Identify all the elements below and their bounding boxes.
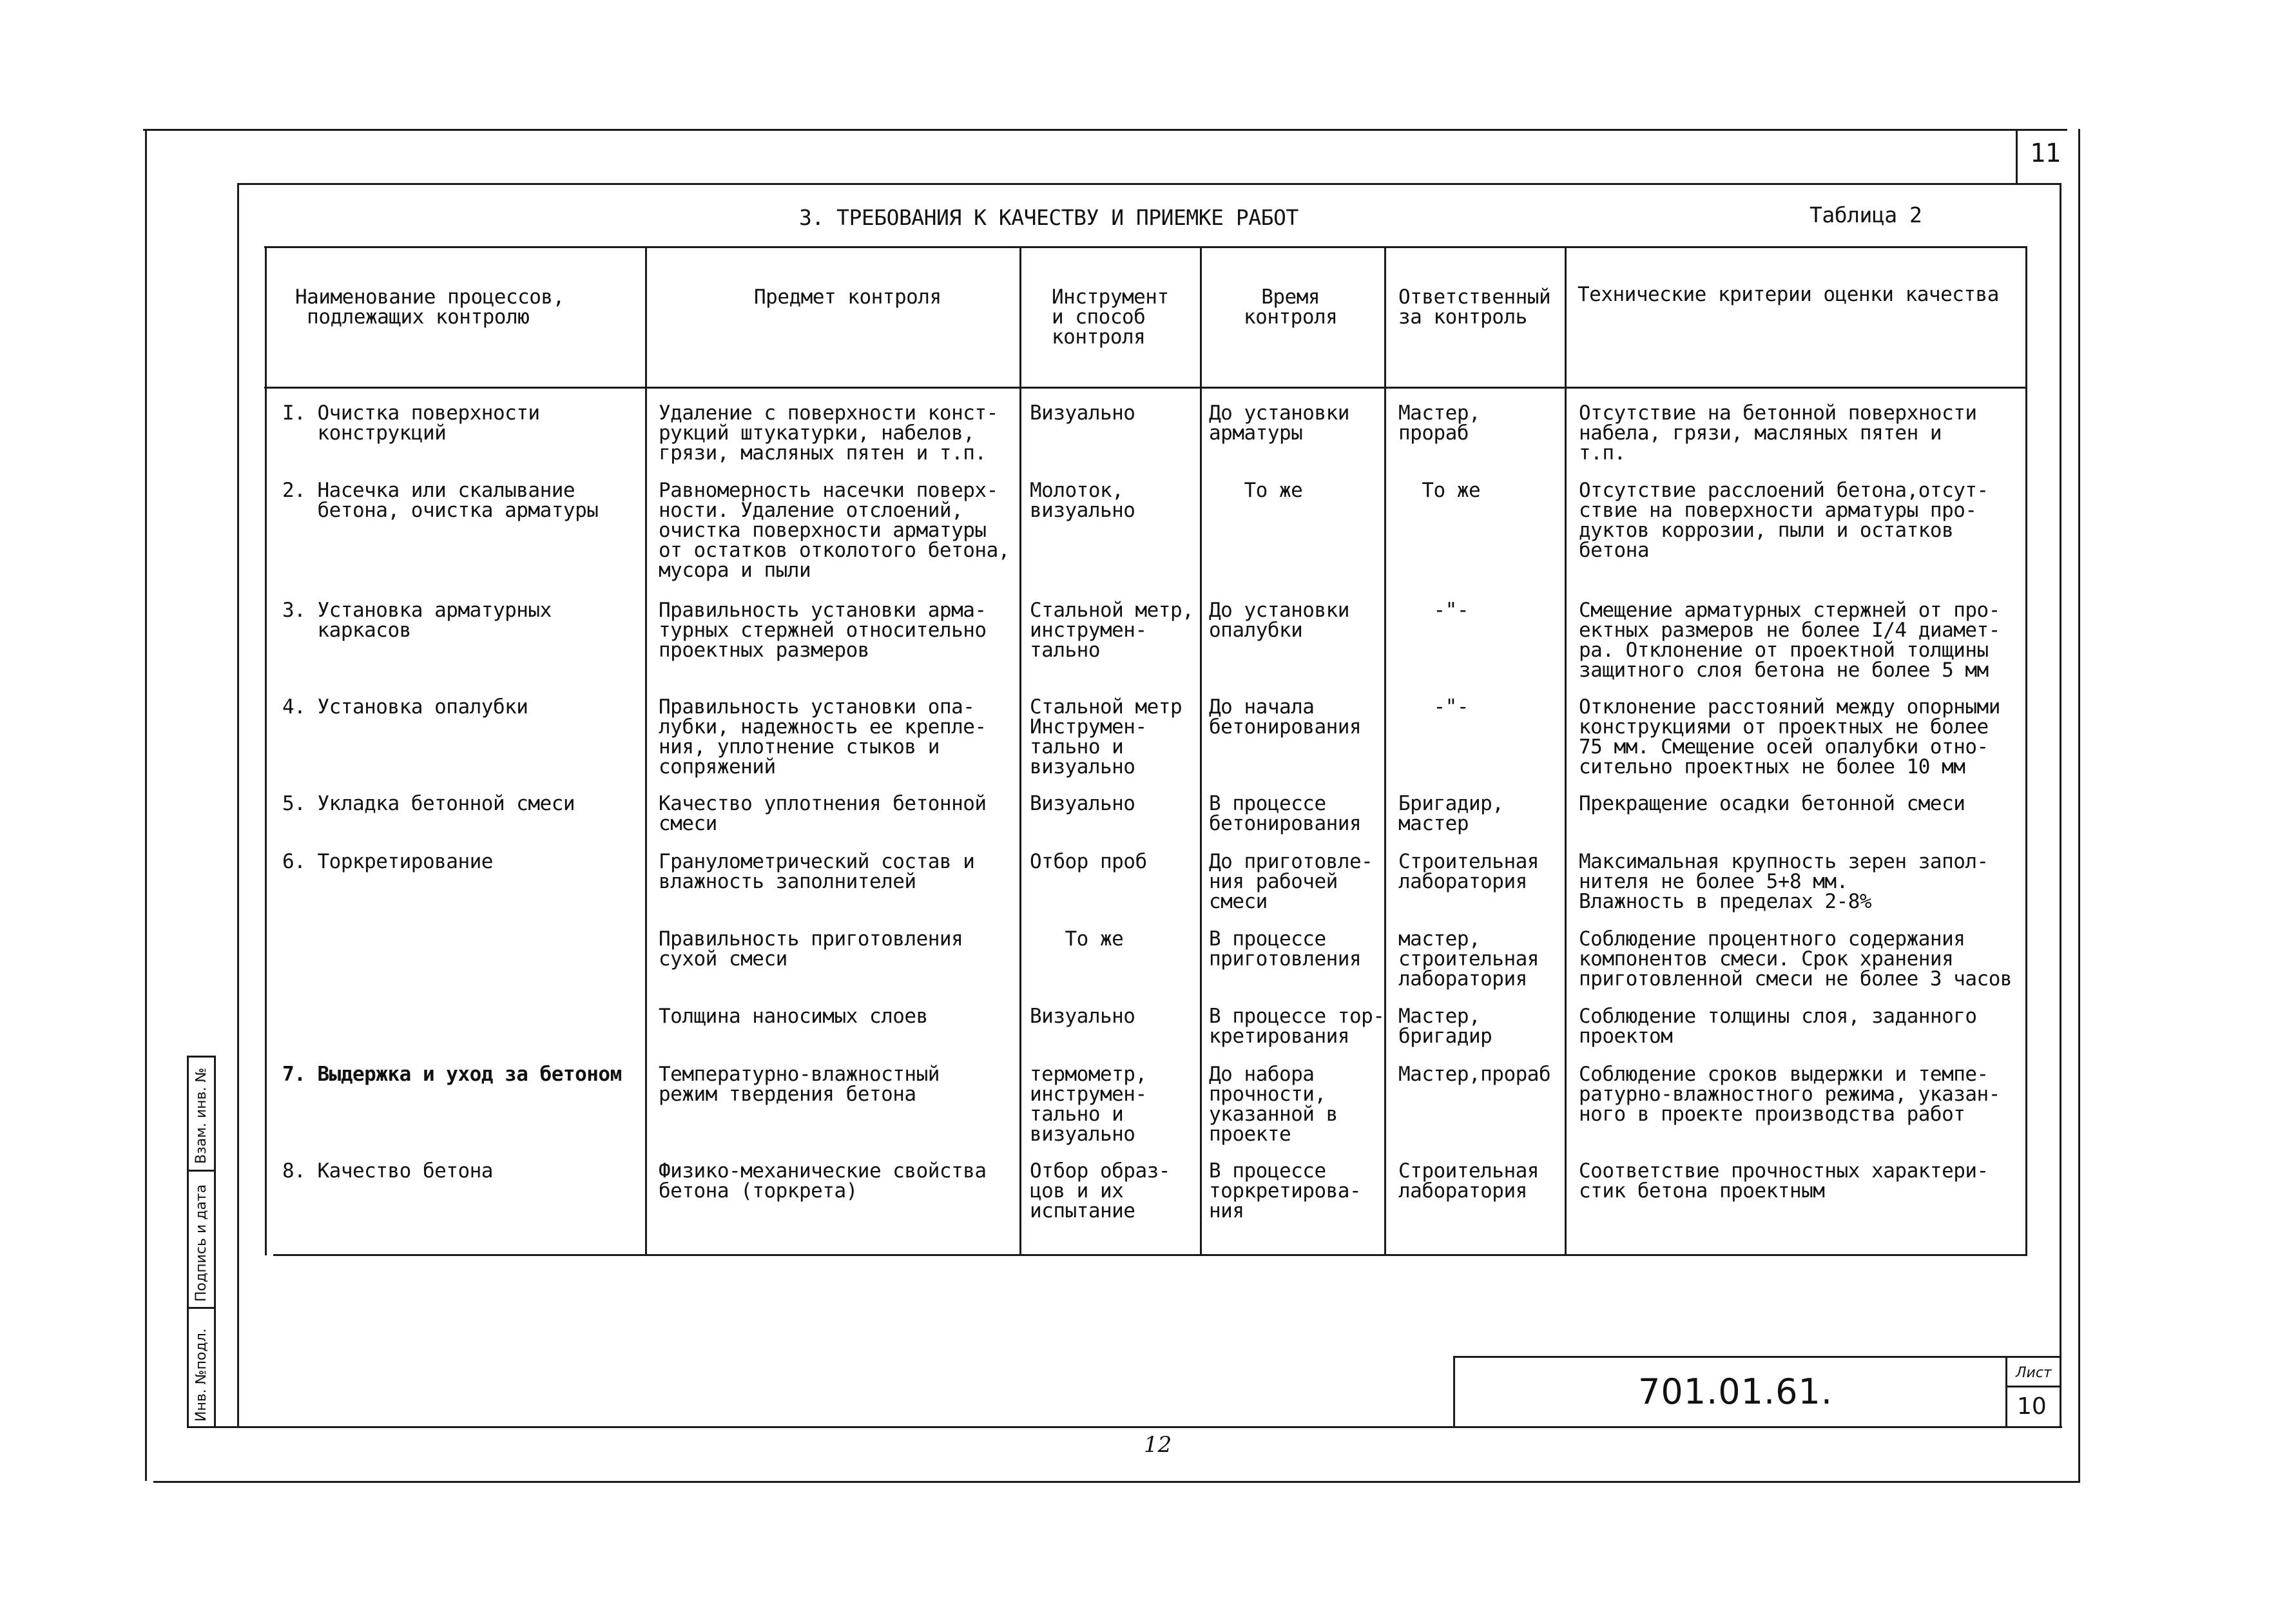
cell-process: 5. Укладка бетонной смеси [282,792,575,815]
cell-time: То же [1209,479,1303,502]
side-stamp-mid [214,1056,216,1428]
cell-time: В процессе приготовления [1209,927,1362,971]
table-top-line [264,246,2027,248]
cell-responsible: -"- [1398,695,1469,719]
cell-subject: Гранулометрический состав и влажность заполнителей [659,850,975,893]
cell-subject: Правильность приготовления сухой смеси [659,927,963,971]
cell-subject: Правильность установки опа- лубки, надежность ее крепле- ния, уплотнение стыков и сопряжений [659,695,987,778]
table-header-line [264,387,2027,389]
outer-frame-left [145,129,147,1481]
cell-time: До установки опалубки [1209,599,1349,642]
cell-time: До начала бетонирования [1209,695,1362,739]
table-col-line-2 [1019,246,1021,1255]
cell-tool: Отбор проб [1030,850,1147,873]
cell-time: До набора прочности, указанной в проекте [1209,1063,1338,1146]
cell-tool: Стальной метр Инструмен- тально и визуально [1030,695,1182,778]
cell-responsible: Мастер, прораб [1398,401,1481,445]
side-stamp-inv: Инв. №подл. [193,1328,209,1422]
cell-tool: Молоток, визуально [1030,479,1135,522]
table-col-line-1 [645,246,647,1255]
outer-frame-top [143,129,2067,131]
header-criteria: Технические критерии оценки качества [1578,283,1999,306]
side-stamp-replaces: Взам. инв. № [193,1067,209,1164]
cell-subject: Температурно-влажностный режим твердения бетона [659,1063,940,1106]
cell-time: В процессе торкретирова- ния [1209,1159,1362,1223]
cell-responsible: Бригадир, мастер [1398,792,1504,835]
cell-criteria: Отсутствие на бетонной поверхности набела, грязи, масляных пятен и т.п. [1579,401,1977,465]
cell-tool: Визуально [1030,792,1135,815]
cell-process: 7. Выдержка и уход за бетоном [282,1063,622,1086]
table-label: Таблица 2 [1810,202,1922,227]
cell-process: 8. Качество бетона [282,1159,493,1183]
cell-subject: Удаление с поверхности конст- рукций штукатурки, набелов, грязи, масляных пятен и т.п. [659,401,998,465]
cell-time: До приготовле- ния рабочей смеси [1209,850,1373,913]
cell-subject: Физико-механические свойства бетона (торкрета) [659,1159,987,1203]
cell-responsible: Мастер,прораб [1398,1063,1551,1086]
header-time: Время контроля [1244,285,1338,329]
cell-time: До установки арматуры [1209,401,1349,445]
cell-time: В процессе тор- кретирования [1209,1005,1385,1048]
cell-responsible: Мастер, бригадир [1398,1005,1492,1048]
document-code: 701.01.61. [1638,1371,1833,1412]
inner-frame-top [237,183,2061,185]
cell-subject: Качество уплотнения бетонной смеси [659,792,987,835]
cell-responsible: Строительная лаборатория [1398,1159,1539,1203]
title-block-top [1453,1356,2060,1358]
inner-frame-right [2060,183,2061,1428]
cell-subject: Правильность установки арма- турных стержней относительно проектных размеров [659,599,987,662]
side-stamp-div2 [187,1307,215,1309]
cell-tool: Стальной метр, инструмен- тально [1030,599,1194,662]
cell-criteria: Соблюдение процентного содержания компонентов смеси. Срок хранения приготовленной смеси не более 3 часов [1579,927,2013,991]
title-block-left [1453,1356,1455,1428]
cell-responsible: мастер, строительная лаборатория [1398,927,1539,991]
header-process: Наименование процессов, подлежащих контролю [295,285,565,329]
cell-responsible: Строительная лаборатория [1398,850,1539,893]
header-subject: Предмет контроля [754,285,941,309]
inner-frame-bottom [187,1426,2062,1428]
cell-process: 2. Насечка или скалывание бетона, очистка арматуры [282,479,599,522]
corner-box-left [2016,130,2018,183]
cell-tool: Визуально [1030,401,1135,425]
side-stamp-left [187,1056,189,1428]
side-stamp-signature: Подпись и дата [193,1184,209,1302]
cell-criteria: Отсутствие расслоений бетона,отсут- ствие на поверхности арматуры про- дуктов коррозии, пыли и остатков бетона [1579,479,1989,562]
corner-page-number: 11 [2030,139,2061,168]
outer-frame-right [2078,129,2080,1482]
outer-frame-bottom [153,1481,2080,1483]
cell-process: I. Очистка поверхности конструкций [282,401,540,445]
bottom-page-number: 12 [1144,1432,1172,1458]
cell-responsible: -"- [1398,599,1469,622]
table-col-line-5 [1565,246,1567,1255]
table-col-line-0 [265,246,267,1255]
cell-criteria: Смещение арматурных стержней от про- ектных размеров не более I/4 диамет- ра. Отклонение от проектной толщины защитного слоя бетона не более 5 мм [1579,599,2000,682]
cell-criteria: Соответствие прочностных характери- стик бетона проектным [1579,1159,1989,1203]
sheet-number: 10 [2017,1393,2047,1420]
side-stamp-top [187,1056,215,1058]
table-col-line-4 [1384,246,1386,1255]
title-block-sheet-left [2005,1356,2007,1428]
title-block-sheet-mid [2005,1386,2061,1387]
side-stamp-div1 [187,1170,215,1172]
cell-criteria: Отклонение расстояний между опорными конструкциями от проектных не более 75 мм. Смещение осей опалубки отно- сительно проектных не более 10 мм [1579,695,2000,778]
section-title: 3. ТРЕБОВАНИЯ К КАЧЕСТВУ И ПРИЕМКЕ РАБОТ [799,205,1298,230]
cell-criteria: Соблюдение толщины слоя, заданного проектом [1579,1005,1977,1048]
table-col-line-3 [1200,246,1202,1255]
header-responsible: Ответственный за контроль [1398,285,1551,329]
cell-process: 4. Установка опалубки [282,695,528,719]
table-col-line-6 [2025,246,2027,1255]
cell-criteria: Прекращение осадки бетонной смеси [1579,792,1965,815]
cell-subject: Толщина наносимых слоев [659,1005,928,1028]
cell-criteria: Максимальная крупность зерен запол- нителя не более 5+8 мм. Влажность в пределах 2-8% [1579,850,1989,913]
cell-process: 3. Установка арматурных каркасов [282,599,552,642]
cell-process: 6. Торкретирование [282,850,493,873]
cell-tool: То же [1030,927,1124,951]
cell-criteria: Соблюдение сроков выдержки и темпе- ратурно-влажностного режима, указан- ного в проекте производства работ [1579,1063,2000,1126]
cell-subject: Равномерность насечки поверх- ности. Удаление отслоений, очистка поверхности арматуры от остатков отколотого бетона, мусора и пыли [659,479,1010,582]
cell-responsible: То же [1398,479,1481,502]
header-tool: Инструмент и способ контроля [1052,285,1169,349]
inner-frame-left [237,183,239,1428]
cell-time: В процессе бетонирования [1209,792,1362,835]
cell-tool: Отбор образ- цов и их испытание [1030,1159,1170,1223]
table-bottom-line [273,1254,2027,1256]
cell-tool: термометр, инструмен- тально и визуально [1030,1063,1147,1146]
sheet-label: Лист [2016,1365,2052,1381]
cell-tool: Визуально [1030,1005,1135,1028]
